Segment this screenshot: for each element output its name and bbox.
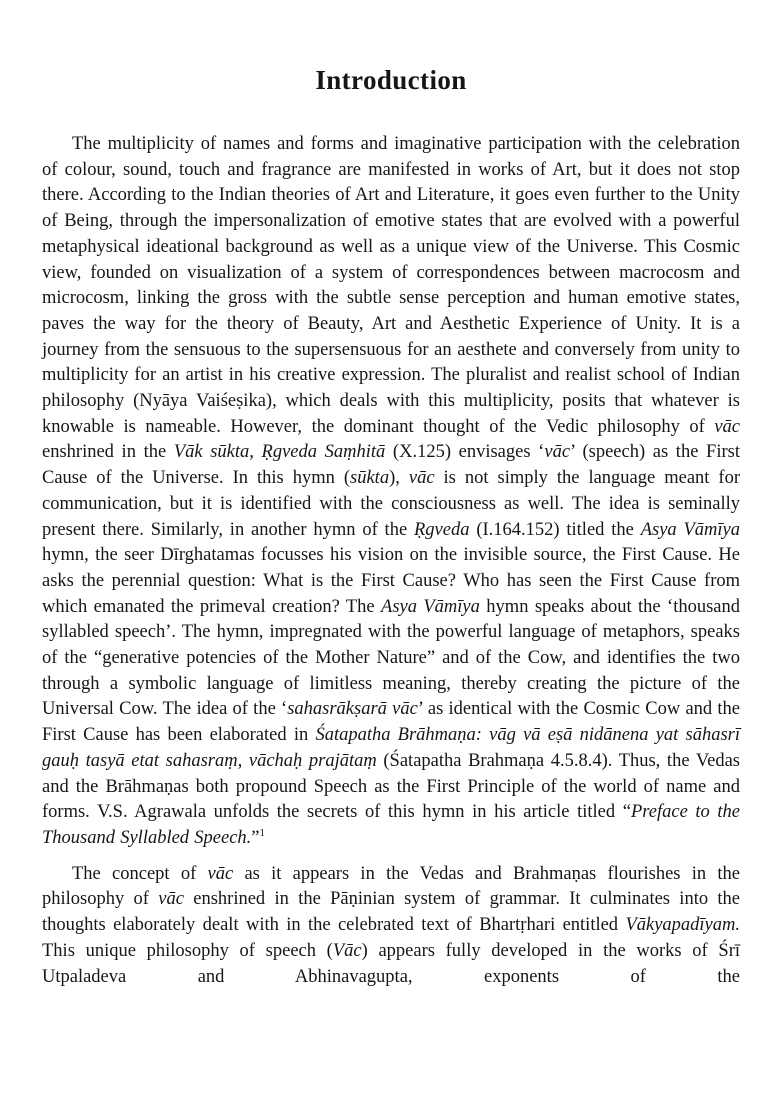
italic-term: sahasrākṣarā vāc [287, 699, 418, 720]
italic-term: Asya Vāmīya [381, 596, 480, 617]
body-text: (X.125) envisages ‘ [385, 442, 545, 463]
body-text: The multiplicity of names and forms and imaginative participation with the celebration of colour, sound, touch and fragrance are manifested in works of Art, but it does not stop there. According to the Indian theories of Art and Literature, it goes even further to the Unity of Being, through the impersonalization of emotive states that are evolved with a powerful metaphysical ideational background as well as a unique view of the Universe. This Cosmic view, founded on visualization of a system of correspondences between macrocosm and microcosm, linking the gross with the subtle sense perception and human emotive states, paves the way for the theory of Beauty, Art and Aesthetic Experience of Unity. It is a journey from the sensuous to the supersensuous for an aesthete and conversely from unity to multiplicity for an artist in his creative expression. The pluralist and realist school of Indian philosophy (Nyāya Vaiśeṣika), which deals with this multiplicity, posits that whatever is knowable is nameable. However, the dominant thought of the Vedic philosophy of [42, 134, 740, 437]
italic-term: Vāc [332, 940, 362, 961]
body-text: (Śatapatha Brahmaṇa 4.5.8.4). Thus, the Vedas and the Brāhmaṇas both propound Speech as the First Principle of the world of name and forms. V.S. Agrawala unfolds the secrets of this hymn in his article titled “ [42, 750, 740, 823]
body-text: as it appears in the Vedas and Brahmaṇas flourishes in the philosophy of [42, 863, 741, 910]
footnote-marker: 1 [259, 826, 266, 839]
body-text: enshrined in the [42, 442, 174, 463]
italic-term: vāc [544, 442, 571, 463]
italic-term: vāc [714, 416, 740, 437]
body-text: enshrined in the Pāṇinian system of grammar. It culminates into the thoughts elaborately dealt with in the celebrated text of Bhartṛhari entitled [42, 889, 740, 936]
italic-term: Asya Vāmīya [640, 519, 740, 540]
body-text: ’ (speech) as the First Cause of the Universe. In this hymn ( [42, 442, 740, 489]
body-text: This unique philosophy of speech ( [42, 940, 333, 961]
italic-term: Vākyapadīyam. [625, 915, 740, 936]
body-text: ’ as identical with the Cosmic Cow and the First Cause has been elaborated in [42, 699, 741, 746]
body-text: ) appears fully developed in the works of Śrī Utpaladeva and Abhinavagupta, exponents of the [42, 940, 740, 987]
body-text: hymn, the seer Dīrghatamas focusses his vision on the invisible source, the First Cause. He asks the perennial question: What is the First Cause? Who has seen the First Cause from which emanated the primeval creation? The [42, 545, 740, 617]
body-text: The concept of [72, 863, 208, 884]
body-text: hymn speaks about the ‘thousand syllabled speech’. The hymn, impregnated with the powerful language of metaphors, speaks of the “generative potencies of the Mother Nature” and of the Cow, and identifies the two through a symbolic language of limitless meaning, thereby creating the picture of the Universal Cow. The idea of the ‘ [42, 596, 741, 720]
italic-term: Ṛgveda [414, 519, 470, 540]
body-text: ), [389, 468, 409, 489]
paragraph [42, 862, 740, 991]
page-title: Introduction [315, 65, 467, 95]
paragraph [42, 132, 740, 852]
italic-term: vāc [158, 889, 184, 910]
body-text: (I.164.152) titled the [469, 519, 641, 540]
italic-term: Preface to the Thousand Syllabled Speech. [42, 802, 740, 848]
body-text: is not simply the language meant for communication, but it is identified with the consciousness as well. The idea is seminally present there. Similarly, in another hymn of the [42, 468, 740, 540]
italic-term: sūkta [350, 468, 390, 489]
text-block [42, 132, 740, 990]
italic-term: Vāk sūkta, Ṛgveda Saṃhitā [173, 442, 386, 463]
italic-term: vāc [207, 863, 234, 884]
body-text: ” [251, 827, 260, 848]
italic-term: Śatapatha Brāhmaṇa: vāg vā eṣā nidānena yat sāhasrī gauḥ tasyā etat sahasraṃ, vāchaḥ prajātaṃ [42, 725, 741, 771]
italic-term: vāc [408, 468, 435, 489]
